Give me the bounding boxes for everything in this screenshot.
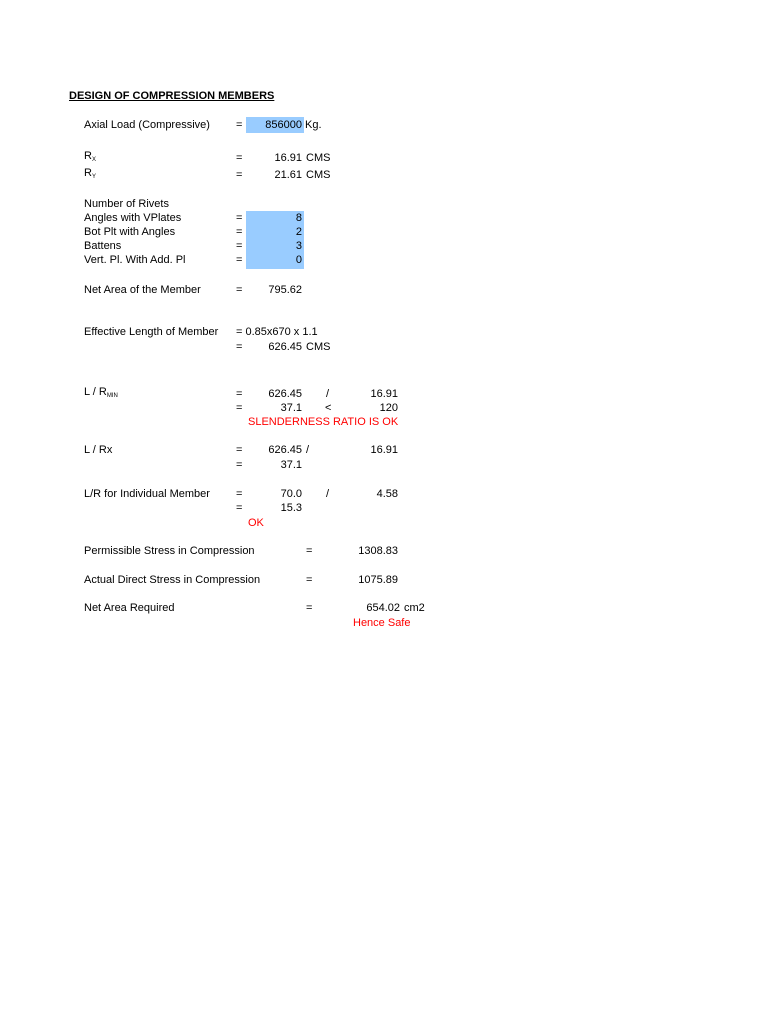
- page-title: DESIGN OF COMPRESSION MEMBERS: [69, 90, 275, 102]
- rx-unit: CMS: [306, 152, 331, 164]
- l-rmin-radius: 16.91: [370, 388, 398, 400]
- equals-sign: =: [236, 488, 243, 500]
- equals-sign: =: [236, 444, 243, 456]
- l-rx-length: 626.45: [268, 444, 302, 456]
- less-than-operator: <: [325, 402, 332, 414]
- rx-value: 16.91: [274, 152, 302, 164]
- rivet-row-label: Vert. Pl. With Add. Pl: [84, 254, 186, 266]
- actual-stress-label: Actual Direct Stress in Compression: [84, 574, 261, 586]
- permissible-stress-label: Permissible Stress in Compression: [84, 545, 255, 557]
- net-area-label: Net Area of the Member: [84, 284, 201, 296]
- effective-length-value: 626.45: [268, 341, 302, 353]
- equals-sign: =: [236, 119, 243, 131]
- equals-sign: =: [236, 212, 243, 224]
- net-area-value: 795.62: [268, 284, 302, 296]
- equals-sign: =: [236, 502, 243, 514]
- rx-label: $R_X$: [84, 150, 96, 163]
- l-rx-radius: 16.91: [370, 444, 398, 456]
- rivet-row-value[interactable]: 0: [295, 254, 302, 266]
- l-rmin-length: 626.45: [268, 388, 302, 400]
- rivet-row-value[interactable]: 3: [295, 240, 302, 252]
- net-area-required-label: Net Area Required: [84, 602, 175, 614]
- l-rmin-ratio: 37.1: [280, 402, 302, 414]
- ry-value: 21.61: [274, 169, 302, 181]
- ry-label: $R_Y$: [84, 167, 96, 180]
- divide-operator: /: [326, 388, 330, 400]
- rivet-row-label: Battens: [84, 240, 122, 252]
- l-rmin-label: L / $R_{MIN}$: [84, 386, 118, 399]
- safety-status: Hence Safe: [353, 617, 411, 629]
- net-area-required-value: 654.02: [366, 602, 400, 614]
- individual-status: OK: [248, 517, 264, 529]
- l-rmin-subscript: MIN: [106, 393, 118, 399]
- rivet-row-label: Angles with VPlates: [84, 212, 182, 224]
- l-rx-label: L / Rx: [84, 444, 113, 456]
- axial-load-value[interactable]: 856000: [265, 119, 302, 131]
- equals-sign: =: [236, 169, 243, 181]
- equals-sign: =: [236, 226, 243, 238]
- ry-unit: CMS: [306, 169, 331, 181]
- rivets-heading: Number of Rivets: [84, 198, 169, 210]
- rivet-row-value[interactable]: 8: [295, 212, 302, 224]
- l-rmin-limit: 120: [379, 402, 398, 414]
- axial-load-label: Axial Load (Compressive): [84, 119, 210, 131]
- effective-length-unit: CMS: [306, 341, 331, 353]
- equals-sign: =: [236, 254, 243, 266]
- equals-sign: =: [236, 152, 243, 164]
- equals-sign: =: [306, 602, 313, 614]
- rivet-row-value[interactable]: 2: [295, 226, 302, 238]
- equals-sign: =: [306, 574, 313, 586]
- permissible-stress-value: 1308.83: [358, 545, 398, 557]
- actual-stress-value: 1075.89: [358, 574, 398, 586]
- equals-sign: =: [236, 459, 243, 471]
- l-r-individual-label: L/R for Individual Member: [84, 488, 210, 500]
- divide-operator: /: [326, 488, 330, 500]
- ry-subscript: Y: [91, 174, 96, 180]
- divide-operator: /: [306, 444, 310, 456]
- equals-sign: =: [236, 402, 243, 414]
- slenderness-status: SLENDERNESS RATIO IS OK: [248, 416, 399, 428]
- effective-length-label: Effective Length of Member: [84, 326, 219, 338]
- rx-subscript: X: [91, 157, 96, 163]
- equals-sign: =: [236, 284, 243, 296]
- net-area-required-unit: cm2: [404, 602, 425, 614]
- effective-length-expression: = 0.85x670 x 1.1: [236, 326, 318, 338]
- l-r-individual-length: 70.0: [280, 488, 302, 500]
- equals-sign: =: [236, 341, 243, 353]
- l-rx-ratio: 37.1: [280, 459, 302, 471]
- axial-load-unit: Kg.: [305, 119, 322, 131]
- equals-sign: =: [236, 240, 243, 252]
- l-r-individual-radius: 4.58: [376, 488, 398, 500]
- rivet-row-label: Bot Plt with Angles: [84, 226, 176, 238]
- equals-sign: =: [306, 545, 313, 557]
- l-r-individual-ratio: 15.3: [280, 502, 302, 514]
- equals-sign: =: [236, 388, 243, 400]
